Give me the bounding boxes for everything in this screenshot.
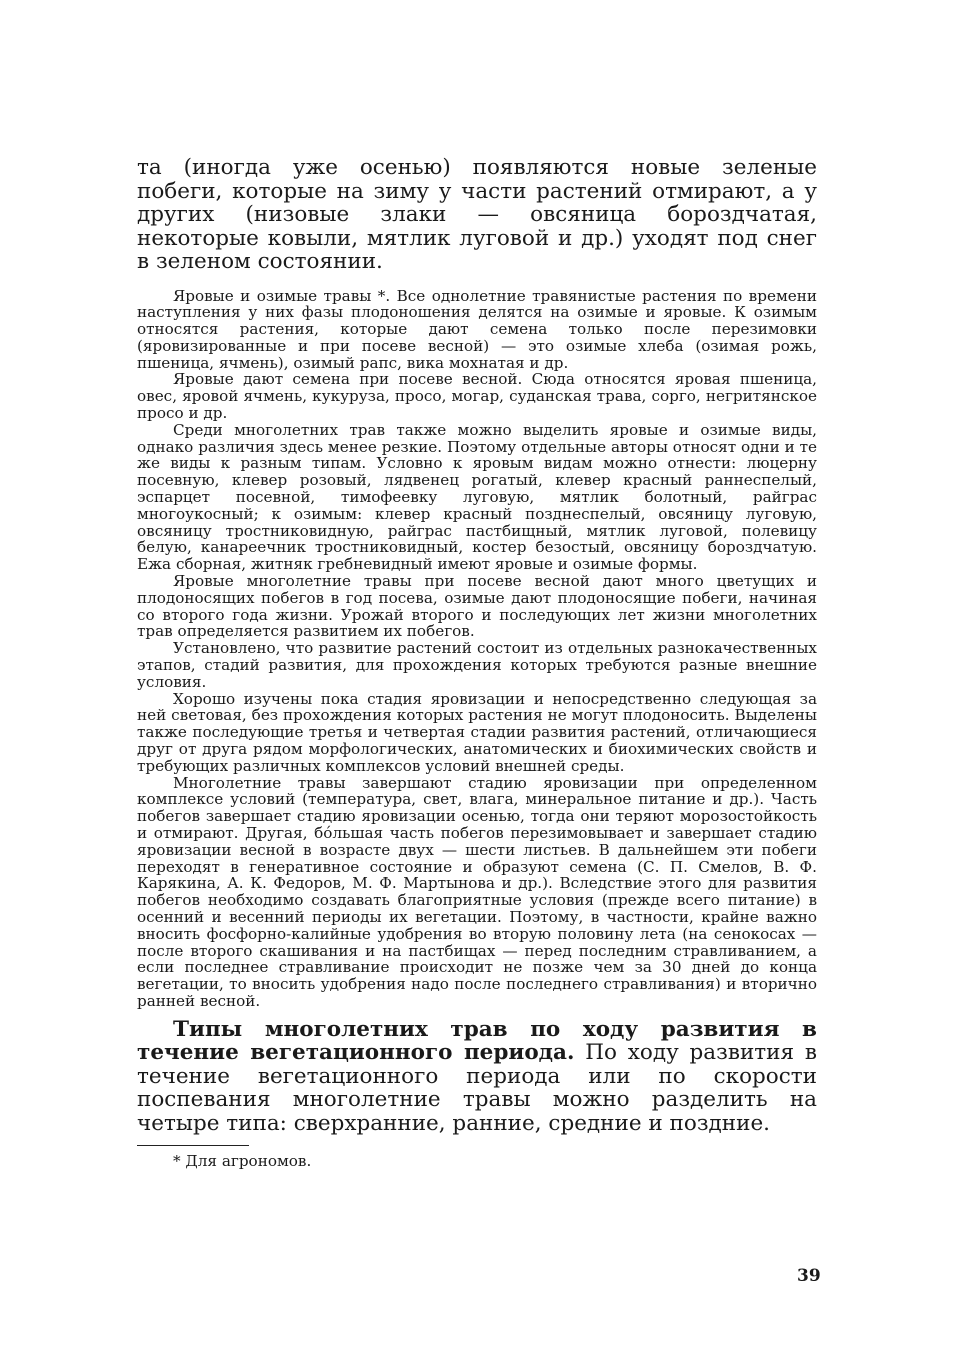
- section-paragraph: [137, 1018, 817, 1136]
- small-print-section: [137, 288, 817, 1010]
- paragraph-development-stages: Установлено, что развитие растений состоит из отдельных разнокачественных этапов, стадий развития, для прохождения которых требуются разные внешние условия.: [137, 639, 817, 691]
- page-body: [137, 156, 817, 1170]
- footnote: * Для агрономов.: [173, 1152, 312, 1171]
- page-number: 39: [797, 1266, 821, 1286]
- section-heading: Типы многолетних трав по ходу развития в течение вегетационного периода.: [137, 1016, 817, 1066]
- paragraph-vernalization: Хорошо изучены пока стадия яровизации и непосредственно следующая за ней световая, без прохождения которых растения не могут плодоносить. Выделены также последующие третья и четвертая стадии развития растений, отличающиеся друг от друга рядом морфологических, анатомических и биохимических свойств и требующих различных комплексов условий внешней среды.: [137, 689, 817, 775]
- paragraph-perennial-types: Среди многолетних трав также можно выделить яровые и озимые виды, однако различия здесь менее резкие. Поэтому отдельные авторы относят одни и те же виды к разным типам. Условно к яровым видам можно отнести: люцерну посевную, клевер розовый, лядвенец рогатый, клевер красный раннеспелый, эспарцет посевной, тимофеевку луговую, мятлик болотный, райграс многоукосный; к озимым: клевер красный позднеспелый, овсяницу луговую, овсяницу тростниковидную, райграс пастбищный, мятлик луговой, полевицу белую, канареечник тростниковидный, костер безостый, овсяницу бороздчатую. Ежа сборная, житняк гребневидный имеют яровые и озимые формы.: [137, 420, 817, 574]
- footnote-divider: [137, 1145, 249, 1146]
- paragraph-spring-seeds: Яровые дают семена при посеве весной. Сюда относятся яровая пшеница, овес, яровой ячмень, кукуруза, просо, могар, суданская трава, сорго, негритянское просо и др.: [137, 370, 817, 423]
- paragraph-spring-winter: Яровые и озимые травы *. Все однолетние травянистые растения по времени наступления у них фазы плодоношения делятся на озимые и яровые. К озимым относятся растения, которые дают семена только после перезимовки (яровизированные и при посеве весной) — это озимые хлеба (озимая рожь, пшеница, ячмень), озимый рапс, вика мохнатая и др.: [137, 286, 817, 372]
- paragraph-perennials-vernalization: Многолетние травы завершают стадию яровизации при определенном комплексе условий (температура, свет, влага, минеральное питание и др.). Часть побегов завершает стадию яровизации осенью, тогда они теряют морозостойкость и отмирают. Другая, бо́льшая часть побегов перезимовывает и завершает стадию яровизации весной в возрасте двух — шести листьев. В дальнейшем эти побеги переходят в генеративное состояние и образуют семена (С. П. Смелов, В. Ф. Карякина, А. К. Федоров, М. Ф. Мартынова и др.). Вследствие этого для развития побегов необходимо создавать благоприятные условия (прежде всего питание) в осенний и весенний периоды их вегетации. Поэтому, в частности, крайне важно вносить фосфорно-калийные удобрения во вторую половину лета (на сенокосах — после второго скашивания и на пастбищах — перед последним стравливанием, а если последнее стравливание происходит не позже чем за 30 дней до конца вегетации, то вносить удобрения надо после последнего стравливания) и вторично ранней весной.: [137, 773, 817, 1010]
- section-text: По ходу развития в течение вегетационного периода или по скорости поспевания многолетние травы можно разделить на четыре типа: сверхранние, ранние, средние и поздние.: [137, 1040, 817, 1136]
- paragraph-spring-perennials: Яровые многолетние травы при посеве весной дают много цветущих и плодоносящих побегов в год посева, озимые дают плодоносящие побеги, начиная со второго года жизни. Урожай второго и последующих лет жизни многолетних трав определяется развитием их побегов.: [137, 572, 817, 641]
- intro-paragraph: та (иногда уже осенью) появляются новые зеленые побеги, которые на зиму у части растений отмирают, а у других (низовые злаки — овсяница бороздчатая, некоторые ковыли, мятлик луговой и др.) уходят под снег в зеленом состоянии.: [137, 155, 817, 274]
